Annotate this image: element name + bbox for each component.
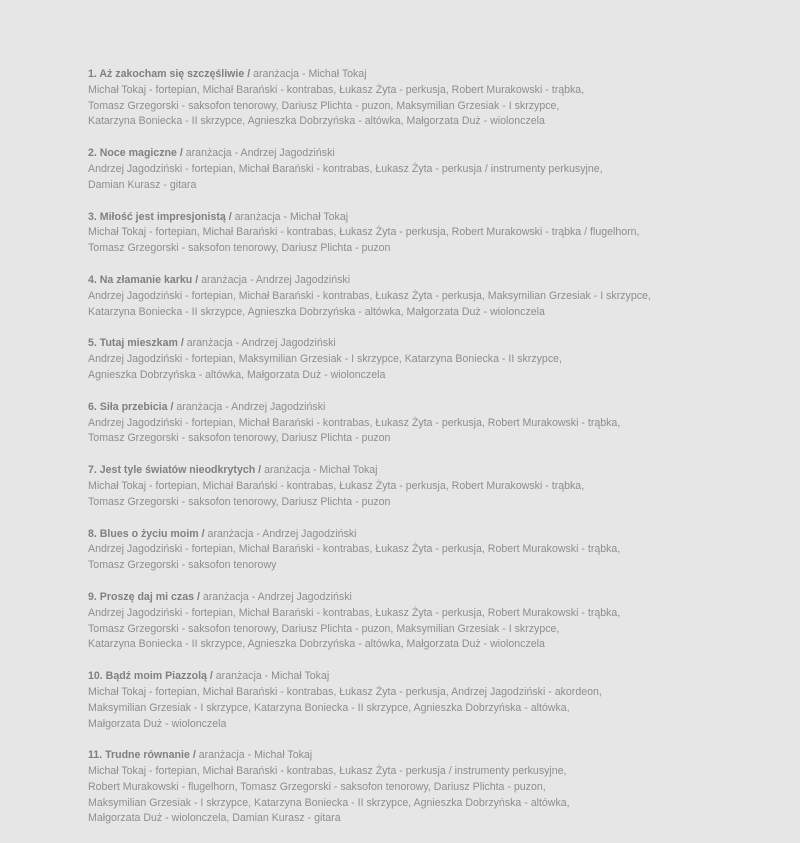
track-heading [88, 669, 788, 685]
arrangement: aranżacja - Andrzej Jagodziński [201, 273, 351, 286]
musicians-line: Damian Kurasz - gitara [88, 178, 197, 191]
track-8 [88, 527, 788, 574]
track-5 [88, 336, 788, 383]
arrangement: aranżacja - Michał Tokaj [264, 464, 378, 477]
track-heading [88, 146, 788, 162]
track-heading [88, 210, 788, 226]
musicians-line: Michał Tokaj - fortepian, Michał Barański - kontrabas, Łukasz Żyta - perkusja, Andrzej Jagodziński - akordeon, [88, 685, 602, 698]
track-title: 8. Blues o życiu moim [88, 527, 199, 540]
musicians-line: Andrzej Jagodziński - fortepian, Michał Barański - kontrabas, Łukasz Żyta - perkusja / instrumenty perkusyjne, [88, 162, 603, 175]
musicians-line: Katarzyna Boniecka - II skrzypce, Agnieszka Dobrzyńska - altówka, Małgorzata Duż - wiolonczela [88, 115, 545, 128]
arrangement: aranżacja - Andrzej Jagodziński [176, 400, 326, 413]
track-7 [88, 463, 788, 510]
track-title: 2. Noce magiczne [88, 147, 177, 160]
musicians-line: Andrzej Jagodziński - fortepian, Michał Barański - kontrabas, Łukasz Żyta - perkusja, Robert Murakowski - trąbka, [88, 543, 621, 556]
musicians-line: Michał Tokaj - fortepian, Michał Barański - kontrabas, Łukasz Żyta - perkusja, Robert Murakowski - trąbka, [88, 479, 585, 492]
track-title: 4. Na złamanie karku [88, 273, 193, 286]
track-heading [88, 463, 788, 479]
musicians-line: Tomasz Grzegorski - saksofon tenorowy [88, 559, 277, 572]
musicians-line: Tomasz Grzegorski - saksofon tenorowy, Dariusz Plichta - puzon [88, 242, 391, 255]
separator: / [192, 749, 196, 762]
musicians-line: Małgorzata Duż - wiolonczela [88, 717, 227, 730]
musicians-line: Agnieszka Dobrzyńska - altówka, Małgorzata Duż - wiolonczela [88, 368, 386, 381]
musicians-line: Andrzej Jagodziński - fortepian, Michał Barański - kontrabas, Łukasz Żyta - perkusja, Robert Murakowski - trąbka, [88, 606, 621, 619]
separator: / [247, 68, 251, 80]
musicians-line: Michał Tokaj - fortepian, Michał Barański - kontrabas, Łukasz Żyta - perkusja, Robert Murakowski - trąbka, [88, 83, 585, 96]
musicians-line: Robert Murakowski - flugelhorn, Tomasz Grzegorski - saksofon tenorowy, Dariusz Plichta - puzon, [88, 780, 546, 793]
musicians-line: Tomasz Grzegorski - saksofon tenorowy, Dariusz Plichta - puzon [88, 432, 391, 445]
track-heading [88, 590, 788, 606]
arrangement: aranżacja - Michał Tokaj [198, 749, 313, 762]
musicians-line: Andrzej Jagodziński - fortepian, Maksymilian Grzesiak - I skrzypce, Katarzyna Boniecka - II skrzypce, [88, 353, 562, 366]
separator: / [195, 273, 199, 286]
track-3 [88, 210, 788, 257]
track-9 [88, 590, 788, 653]
track-heading [88, 748, 788, 764]
track-title: 1. Aż zakocham się szczęśliwie [88, 68, 245, 80]
separator: / [170, 400, 174, 413]
musicians-line: Katarzyna Boniecka - II skrzypce, Agnieszka Dobrzyńska - altówka, Małgorzata Duż - wiolonczela [88, 638, 545, 651]
track-heading [88, 273, 788, 289]
arrangement: aranżacja - Andrzej Jagodziński [207, 527, 357, 540]
musicians-line: Katarzyna Boniecka - II skrzypce, Agnieszka Dobrzyńska - altówka, Małgorzata Duż - wiolonczela [88, 305, 545, 318]
separator: / [201, 527, 205, 540]
track-title: 6. Siła przebicia [88, 400, 168, 413]
musicians-line: Andrzej Jagodziński - fortepian, Michał Barański - kontrabas, Łukasz Żyta - perkusja, Maksymilian Grzesiak - I skrzypce, [88, 289, 651, 302]
track-title: 7. Jest tyle światów nieodkrytych [88, 464, 256, 477]
track-title: 11. Trudne równanie [88, 749, 190, 762]
track-heading [88, 527, 788, 543]
musicians-line: Maksymilian Grzesiak - I skrzypce, Katarzyna Boniecka - II skrzypce, Agnieszka Dobrzyńska - altówka, [88, 796, 570, 809]
arrangement: aranżacja - Andrzej Jagodziński [185, 147, 335, 160]
musicians-line: Michał Tokaj - fortepian, Michał Barański - kontrabas, Łukasz Żyta - perkusja / instrumenty perkusyjne, [88, 765, 567, 778]
track-title: 9. Proszę daj mi czas [88, 590, 194, 603]
musicians-line: Tomasz Grzegorski - saksofon tenorowy, Dariusz Plichta - puzon, Maksymilian Grzesiak - I skrzypce, [88, 622, 560, 635]
track-title: 10. Bądź moim Piazzolą [88, 670, 207, 683]
separator: / [228, 210, 232, 223]
musicians-line: Tomasz Grzegorski - saksofon tenorowy, Dariusz Plichta - puzon [88, 495, 391, 508]
arrangement: aranżacja - Michał Tokaj [234, 210, 349, 223]
track-heading [88, 400, 788, 416]
arrangement: aranżacja - Andrzej Jagodziński [202, 590, 352, 603]
musicians-line: Michał Tokaj - fortepian, Michał Barański - kontrabas, Łukasz Żyta - perkusja, Robert Murakowski - trąbka / flugelhorn, [88, 226, 640, 239]
track-title: 3. Miłość jest impresjonistą [88, 210, 226, 223]
separator: / [209, 670, 213, 683]
musicians-line: Maksymilian Grzesiak - I skrzypce, Katarzyna Boniecka - II skrzypce, Agnieszka Dobrzyńska - altówka, [88, 701, 570, 714]
separator: / [180, 337, 184, 350]
musicians-line: Andrzej Jagodziński - fortepian, Michał Barański - kontrabas, Łukasz Żyta - perkusja, Robert Murakowski - trąbka, [88, 416, 621, 429]
arrangement: aranżacja - Andrzej Jagodziński [186, 337, 336, 350]
arrangement: aranżacja - Michał Tokaj [253, 68, 367, 80]
track-2 [88, 146, 788, 193]
musicians-line: Tomasz Grzegorski - saksofon tenorowy, Dariusz Plichta - puzon, Maksymilian Grzesiak - I skrzypce, [88, 99, 560, 112]
track-credits-page [88, 67, 788, 843]
track-heading [88, 67, 788, 83]
arrangement: aranżacja - Michał Tokaj [215, 670, 330, 683]
track-1 [88, 67, 788, 130]
musicians-line: Małgorzata Duż - wiolonczela, Damian Kurasz - gitara [88, 812, 341, 825]
track-title: 5. Tutaj mieszkam [88, 337, 178, 350]
separator: / [258, 464, 262, 477]
track-6 [88, 400, 788, 447]
track-heading [88, 336, 788, 352]
track-11 [88, 748, 788, 827]
track-4 [88, 273, 788, 320]
separator: / [179, 147, 183, 160]
track-10 [88, 669, 788, 732]
separator: / [196, 590, 200, 603]
